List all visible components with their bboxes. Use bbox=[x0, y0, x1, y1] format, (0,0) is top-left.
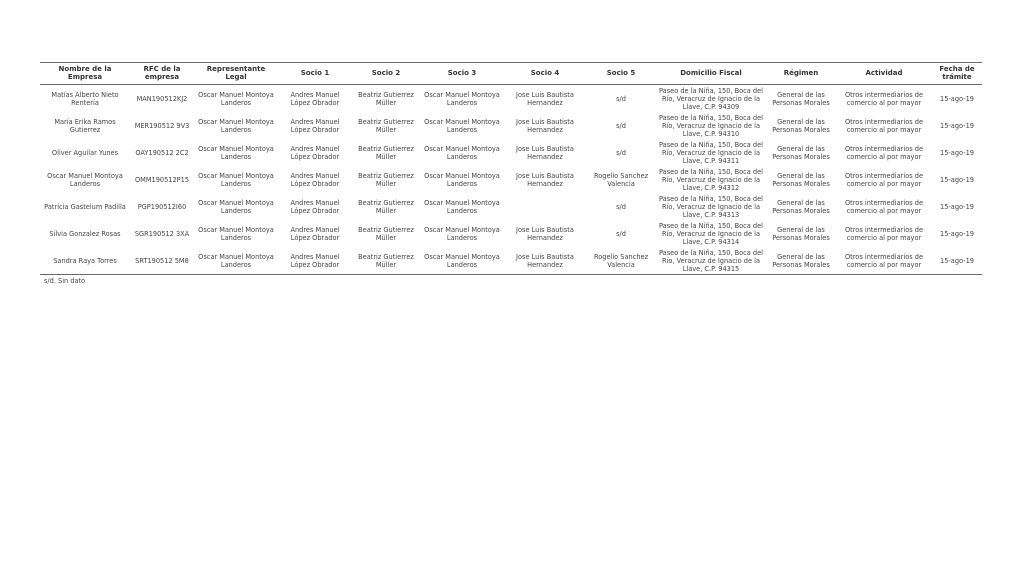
cell-socio-1: Andres Manuel López Obrador bbox=[278, 247, 352, 275]
cell-socio-3: Oscar Manuel Montoya Landeros bbox=[424, 171, 500, 188]
cell-representante: Oscar Manuel Montoya Landeros bbox=[194, 247, 278, 275]
header-domicilio: Domicilio Fiscal bbox=[656, 63, 766, 85]
cell-socio-4: Jose Luis Bautista Hernandez bbox=[516, 117, 574, 134]
header-actividad: Actividad bbox=[836, 63, 932, 85]
table-row bbox=[40, 247, 982, 275]
cell-socio-1: Andres Manuel López Obrador bbox=[290, 117, 340, 134]
cell-socio-4: Jose Luis Bautista Hernandez bbox=[516, 144, 574, 161]
cell-socio-2: Beatriz Gutierrez Müller bbox=[358, 198, 414, 215]
cell-actividad: Otros intermediarios de comercio al por mayor bbox=[844, 117, 924, 134]
cell-regimen: General de las Personas Morales bbox=[772, 117, 830, 134]
cell-socio-2: Beatriz Gutierrez Müller bbox=[358, 144, 414, 161]
cell-socio-1: Andres Manuel López Obrador bbox=[290, 144, 340, 161]
cell-actividad: Otros intermediarios de comercio al por mayor bbox=[844, 171, 924, 188]
header-rfc: RFC de la empresa bbox=[130, 63, 194, 85]
cell-representante: Oscar Manuel Montoya Landeros bbox=[198, 144, 274, 161]
cell-socio-2: Beatriz Gutierrez Müller bbox=[358, 225, 414, 242]
cell-fecha: 15-ago-19 bbox=[940, 148, 974, 157]
companies-table bbox=[40, 62, 982, 275]
cell-socio-3: Oscar Manuel Montoya Landeros bbox=[424, 225, 500, 242]
cell-fecha: 15-ago-19 bbox=[940, 202, 974, 211]
cell-socio-3: Oscar Manuel Montoya Landeros bbox=[424, 90, 500, 107]
cell-representante: Oscar Manuel Montoya Landeros bbox=[198, 90, 274, 107]
cell-nombre: Matías Alberto Nieto Rentería bbox=[51, 90, 119, 107]
cell-socio-5: s/d bbox=[616, 121, 626, 130]
cell-representante: Oscar Manuel Montoya Landeros bbox=[198, 198, 274, 215]
cell-domicilio: Paseo de la Niña, 150, Boca del Río, Veracruz de Ignacio de la Llave, C.P. 94312 bbox=[659, 167, 763, 192]
cell-socio-2: Beatriz Gutierrez Müller bbox=[358, 117, 414, 134]
table-row bbox=[40, 85, 982, 113]
cell-socio-4: Jose Luis Bautista Hernandez bbox=[516, 90, 574, 107]
cell-actividad: Otros intermediarios de comercio al por mayor bbox=[844, 225, 924, 242]
cell-regimen: General de las Personas Morales bbox=[772, 198, 830, 215]
cell-socio-2: Beatriz Gutierrez Müller bbox=[352, 247, 420, 275]
cell-fecha: 15-ago-19 bbox=[940, 121, 974, 130]
header-socio-5: Socio 5 bbox=[586, 63, 656, 85]
cell-socio-1: Andres Manuel López Obrador bbox=[290, 90, 340, 107]
cell-socio-1: Andres Manuel López Obrador bbox=[290, 225, 340, 242]
cell-socio-5: Rogelio Sanchez Valencia bbox=[586, 247, 656, 275]
cell-fecha: 15-ago-19 bbox=[940, 229, 974, 238]
cell-rfc: OAY190512 2C2 bbox=[135, 148, 189, 157]
cell-nombre: Silvia Gonzalez Rosas bbox=[49, 229, 121, 238]
cell-nombre: Oscar Manuel Montoya Landeros bbox=[47, 171, 123, 188]
cell-nombre: Patricia Gastelum Padilla bbox=[44, 202, 126, 211]
header-regimen: Régimen bbox=[766, 63, 836, 85]
cell-regimen: General de las Personas Morales bbox=[772, 171, 830, 188]
cell-fecha: 15-ago-19 bbox=[932, 247, 982, 275]
cell-domicilio: Paseo de la Niña, 150, Boca del Río, Veracruz de Ignacio de la Llave, C.P. 94314 bbox=[659, 221, 763, 246]
header-socio-3: Socio 3 bbox=[420, 63, 504, 85]
cell-socio-1: Andres Manuel López Obrador bbox=[290, 171, 340, 188]
cell-nombre: María Erika Ramos Gutierrez bbox=[54, 117, 116, 134]
cell-domicilio: Paseo de la Niña, 150, Boca del Río, Veracruz de Ignacio de la Llave, C.P. 94315 bbox=[656, 247, 766, 275]
cell-domicilio: Paseo de la Niña, 150, Boca del Río, Veracruz de Ignacio de la Llave, C.P. 94313 bbox=[659, 194, 763, 219]
cell-rfc: OMM190512P15 bbox=[134, 175, 190, 184]
cell-socio-5: s/d bbox=[616, 202, 626, 211]
cell-rfc: SRT190512 5M8 bbox=[130, 247, 194, 275]
cell-representante: Oscar Manuel Montoya Landeros bbox=[198, 117, 274, 134]
table-header-row bbox=[40, 63, 982, 85]
cell-regimen: General de las Personas Morales bbox=[772, 90, 830, 107]
cell-socio-4 bbox=[504, 193, 586, 220]
cell-representante: Oscar Manuel Montoya Landeros bbox=[198, 225, 274, 242]
cell-actividad: Otros intermediarios de comercio al por mayor bbox=[844, 198, 924, 215]
header-socio-2: Socio 2 bbox=[352, 63, 420, 85]
header-socio-4: Socio 4 bbox=[504, 63, 586, 85]
cell-fecha: 15-ago-19 bbox=[940, 94, 974, 103]
cell-socio-2: Beatriz Gutierrez Müller bbox=[358, 90, 414, 107]
cell-nombre: Sandra Raya Torres bbox=[40, 247, 130, 275]
cell-actividad: Otros intermediarios de comercio al por mayor bbox=[844, 144, 924, 161]
cell-regimen: General de las Personas Morales bbox=[772, 225, 830, 242]
cell-socio-2: Beatriz Gutierrez Müller bbox=[358, 171, 414, 188]
header-nombre: Nombre de la Empresa bbox=[40, 63, 130, 85]
cell-socio-1: Andres Manuel López Obrador bbox=[290, 198, 340, 215]
table-row bbox=[40, 139, 982, 166]
cell-domicilio: Paseo de la Niña, 150, Boca del Río, Veracruz de Ignacio de la Llave, C.P. 94309 bbox=[659, 86, 763, 111]
cell-actividad: Otros intermediarios de comercio al por mayor bbox=[844, 90, 924, 107]
table-row bbox=[40, 193, 982, 220]
cell-socio-3: Oscar Manuel Montoya Landeros bbox=[424, 144, 500, 161]
cell-regimen: General de las Personas Morales bbox=[772, 144, 830, 161]
document-page bbox=[40, 62, 982, 285]
cell-fecha: 15-ago-19 bbox=[940, 175, 974, 184]
cell-rfc: SGR190512 3XA bbox=[134, 229, 190, 238]
cell-nombre: Oliver Aguilar Yunes bbox=[51, 148, 119, 157]
header-fecha: Fecha de trámite bbox=[932, 63, 982, 85]
cell-socio-5: Rogelio Sanchez Valencia bbox=[593, 171, 649, 188]
cell-socio-3: Oscar Manuel Montoya Landeros bbox=[424, 198, 500, 215]
cell-domicilio: Paseo de la Niña, 150, Boca del Río, Veracruz de Ignacio de la Llave, C.P. 94311 bbox=[659, 140, 763, 165]
cell-domicilio: Paseo de la Niña, 150, Boca del Río, Veracruz de Ignacio de la Llave, C.P. 94310 bbox=[659, 113, 763, 138]
header-socio-1: Socio 1 bbox=[278, 63, 352, 85]
cell-representante: Oscar Manuel Montoya Landeros bbox=[198, 171, 274, 188]
table-row bbox=[40, 166, 982, 193]
cell-rfc: PGP190512I60 bbox=[137, 202, 187, 211]
cell-rfc: MER190512 9V3 bbox=[134, 121, 190, 130]
cell-socio-5: s/d bbox=[616, 148, 626, 157]
table-row bbox=[40, 220, 982, 247]
cell-socio-3: Oscar Manuel Montoya Landeros bbox=[424, 117, 500, 134]
cell-socio-4: Jose Luis Bautista Hernandez bbox=[504, 247, 586, 275]
cell-socio-5: s/d bbox=[616, 94, 626, 103]
cell-socio-4: Jose Luis Bautista Hernandez bbox=[516, 225, 574, 242]
cell-socio-4: Jose Luis Bautista Hernandez bbox=[516, 171, 574, 188]
cell-socio-3: Oscar Manuel Montoya Landeros bbox=[420, 247, 504, 275]
cell-rfc: MAN190512KJ2 bbox=[136, 94, 188, 103]
table-row bbox=[40, 112, 982, 139]
header-representante: Representante Legal bbox=[194, 63, 278, 85]
cell-socio-5: s/d bbox=[616, 229, 626, 238]
cell-actividad: Otros intermediarios de comercio al por mayor bbox=[836, 247, 932, 275]
footnote: s/d. Sin dato bbox=[44, 277, 86, 285]
cell-regimen: General de las Personas Morales bbox=[766, 247, 836, 275]
